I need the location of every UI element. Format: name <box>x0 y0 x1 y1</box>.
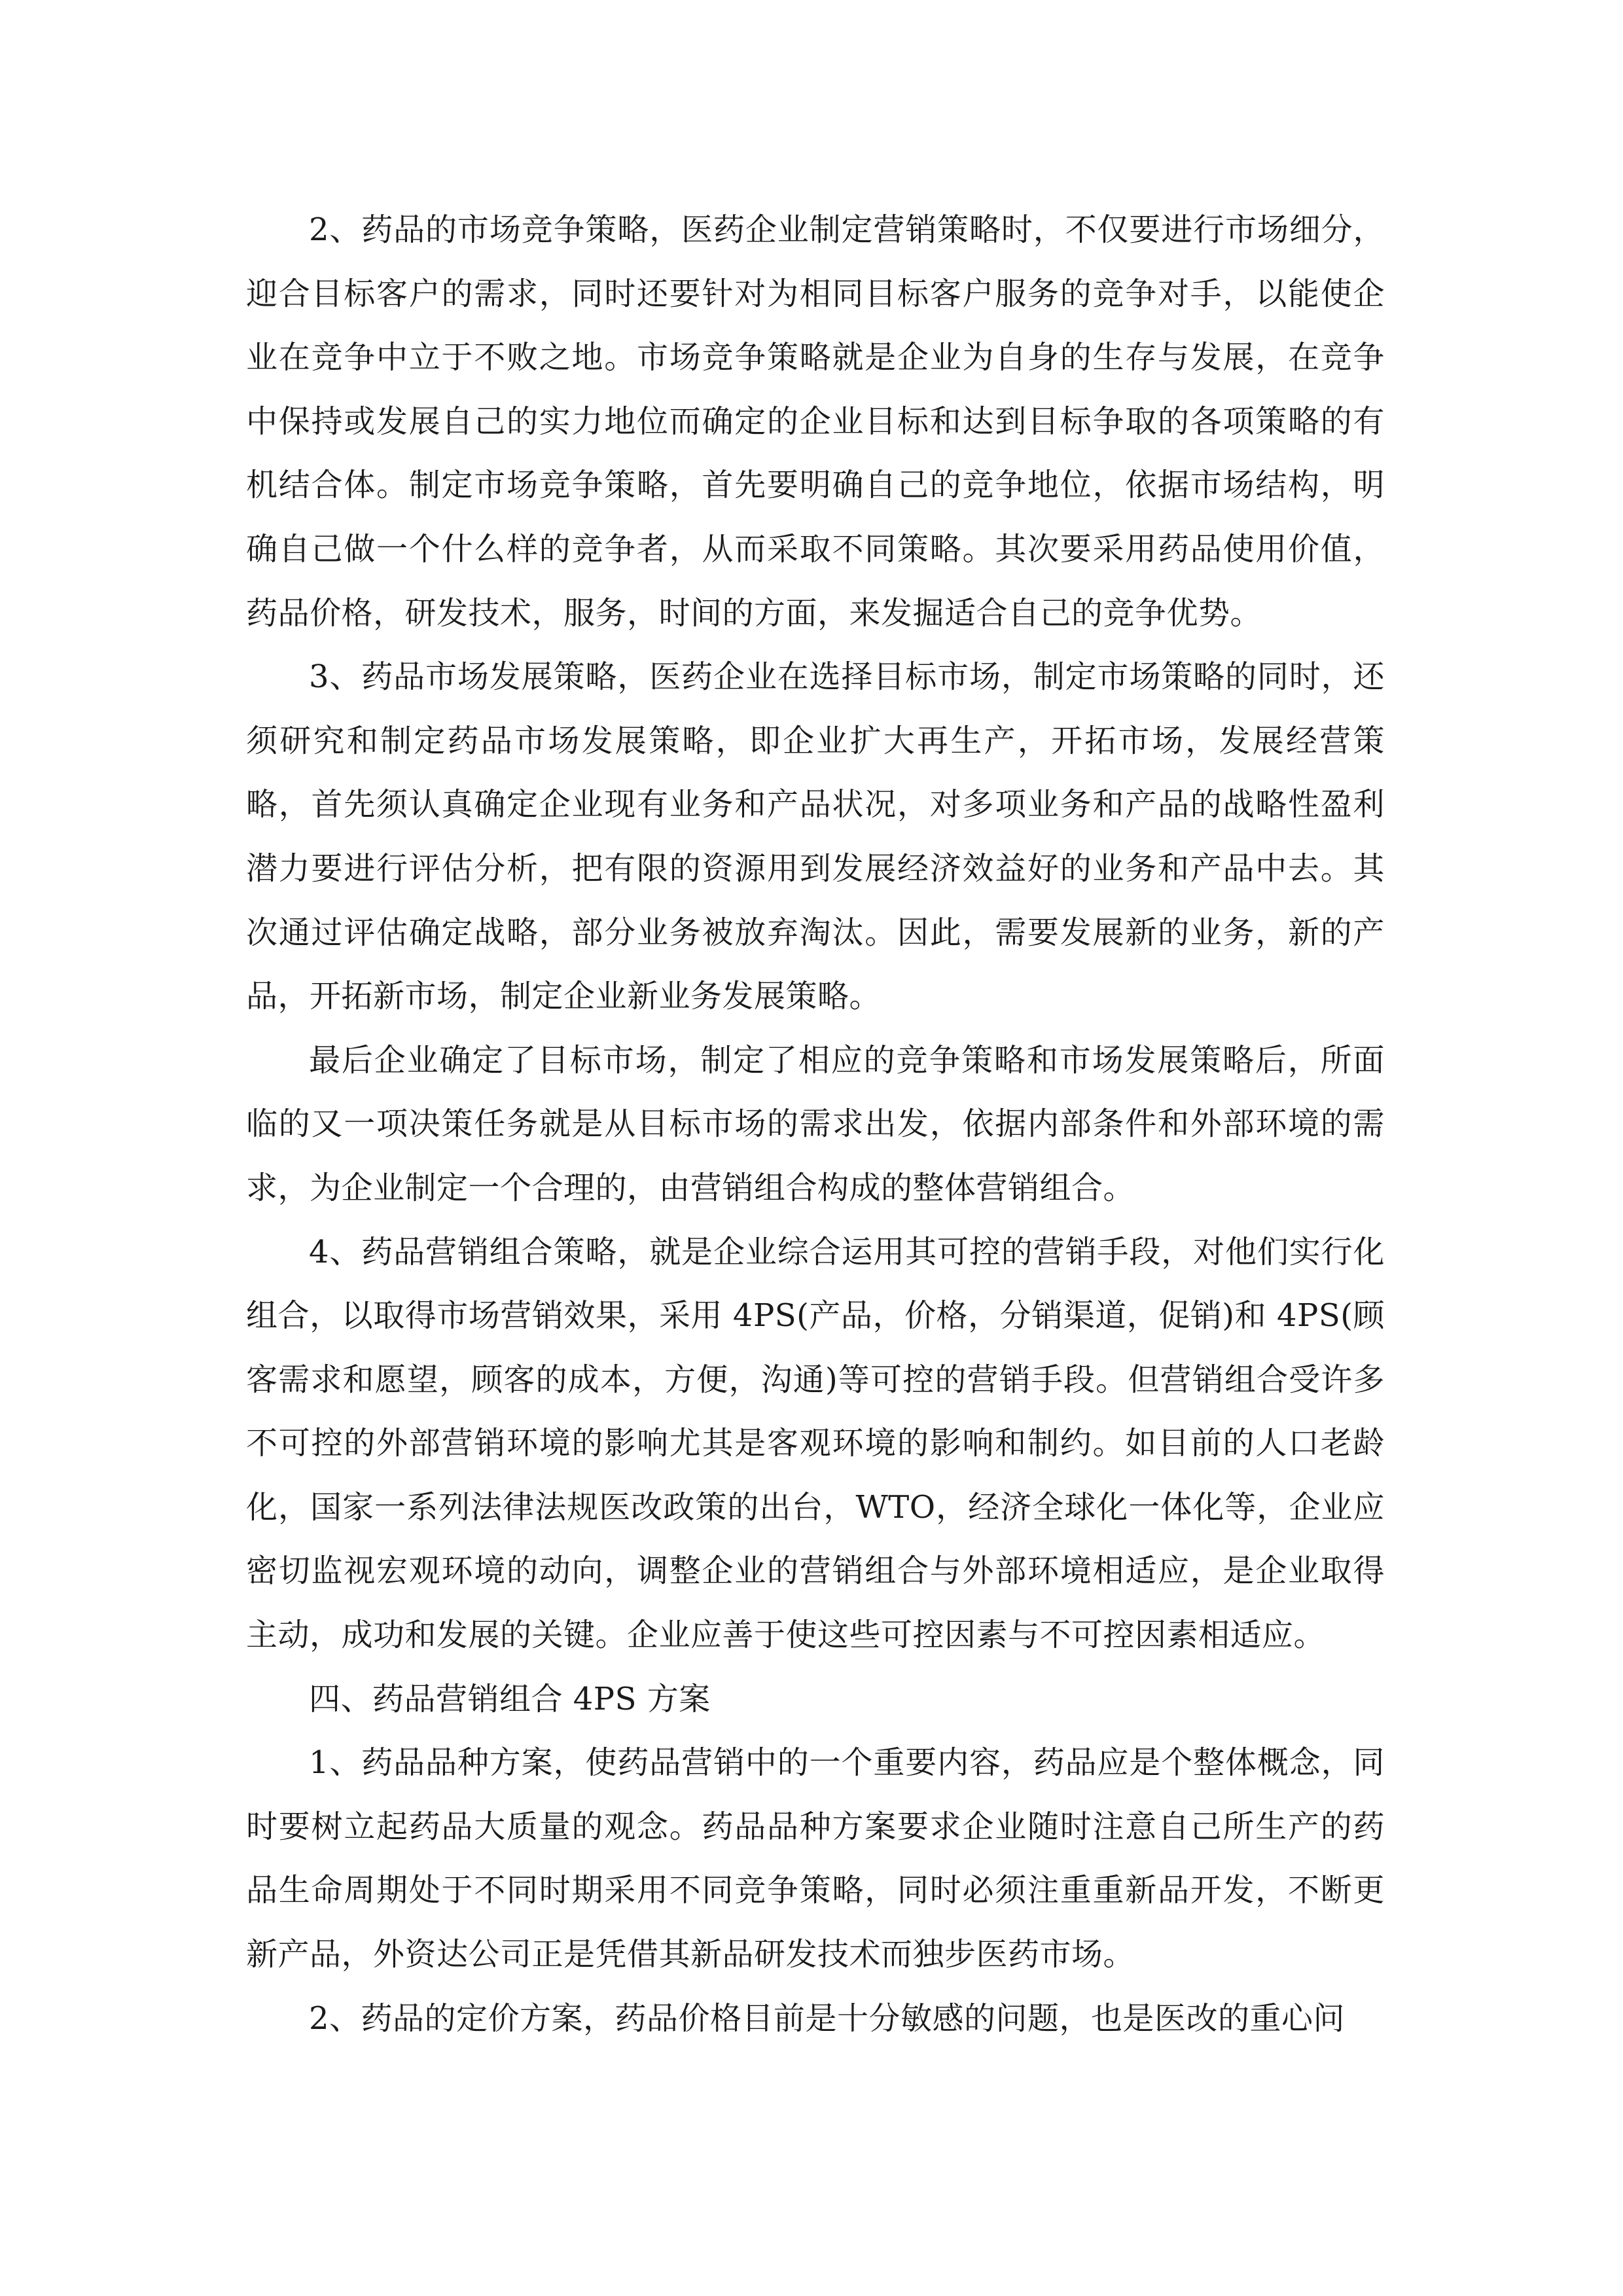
paragraph-decision-task: 最后企业确定了目标市场，制定了相应的竞争策略和市场发展策略后，所面临的又一项决策任务就是从目标市场的需求出发，依据内部条件和外部环境的需求，为企业制定一个合理的，由营销组合构成的整体营销组合。 <box>246 1041 1385 1206</box>
paragraph-competition-strategy: 2、药品的市场竞争策略，医药企业制定营销策略时，不仅要进行市场细分，迎合目标客户的需求，同时还要针对为相同目标客户服务的竞争对手，以能使企业在竞争中立于不败之地。市场竞争策略就是企业为自身的生存与发展，在竞争中保持或发展自己的实力地位而确定的企业目标和达到目标争取的各项策略的有机结合体。制定市场竞争策略，首先要明确自己的竞争地位，依据市场结构，明确自己做一个什么样的竞争者，从而采取不同策略。其次要采用药品使用价值，药品价格，研发技术，服务，时间的方面，来发掘适合自己的竞争优势。 <box>246 211 1385 632</box>
document-body <box>246 198 1385 2051</box>
section-heading-4ps-plan: 四、药品营销组合 4PS 方案 <box>309 1680 711 1717</box>
paragraph-marketing-mix-strategy: 4、药品营销组合策略，就是企业综合运用其可控的营销手段，对他们实行化组合，以取得市场营销效果，采用 4PS(产品，价格，分销渠道，促销)和 4PS(顾客需求和愿望，顾客的成本，方便，沟通)等可控的营销手段。但营销组合受许多不可控的外部营销环境的影响尤其是客观环境的影响和制约。如目前的人口老龄化，国家一系列法律法规医改政策的出台，WTO，经济全球化一体化等，企业应密切监视宏观环境的动向，调整企业的营销组合与外部环境相适应，是企业取得主动，成功和发展的关键。企业应善于使这些可控因素与不可控因素相适应。 <box>246 1233 1385 1654</box>
paragraph-product-variety-plan: 1、药品品种方案，使药品营销中的一个重要内容，药品应是个整体概念，同时要树立起药品大质量的观念。药品品种方案要求企业随时注意自己所生产的药品生命周期处于不同时期采用不同竞争策略，同时必须注重重新品开发，不断更新产品，外资达公司正是凭借其新品研发技术而独步医药市场。 <box>246 1744 1385 1973</box>
paragraph-market-development-strategy: 3、药品市场发展策略，医药企业在选择目标市场，制定市场策略的同时，还须研究和制定药品市场发展策略，即企业扩大再生产，开拓市场，发展经营策略，首先须认真确定企业现有业务和产品状况，对多项业务和产品的战略性盈利潜力要进行评估分析，把有限的资源用到发展经济效益好的业务和产品中去。其次通过评估确定战略，部分业务被放弃淘汰。因此，需要发展新的业务，新的产品，开拓新市场，制定企业新业务发展策略。 <box>246 658 1385 1015</box>
paragraph-pricing-plan: 2、药品的定价方案，药品价格目前是十分敏感的问题，也是医改的重心问 <box>309 2000 1346 2037</box>
